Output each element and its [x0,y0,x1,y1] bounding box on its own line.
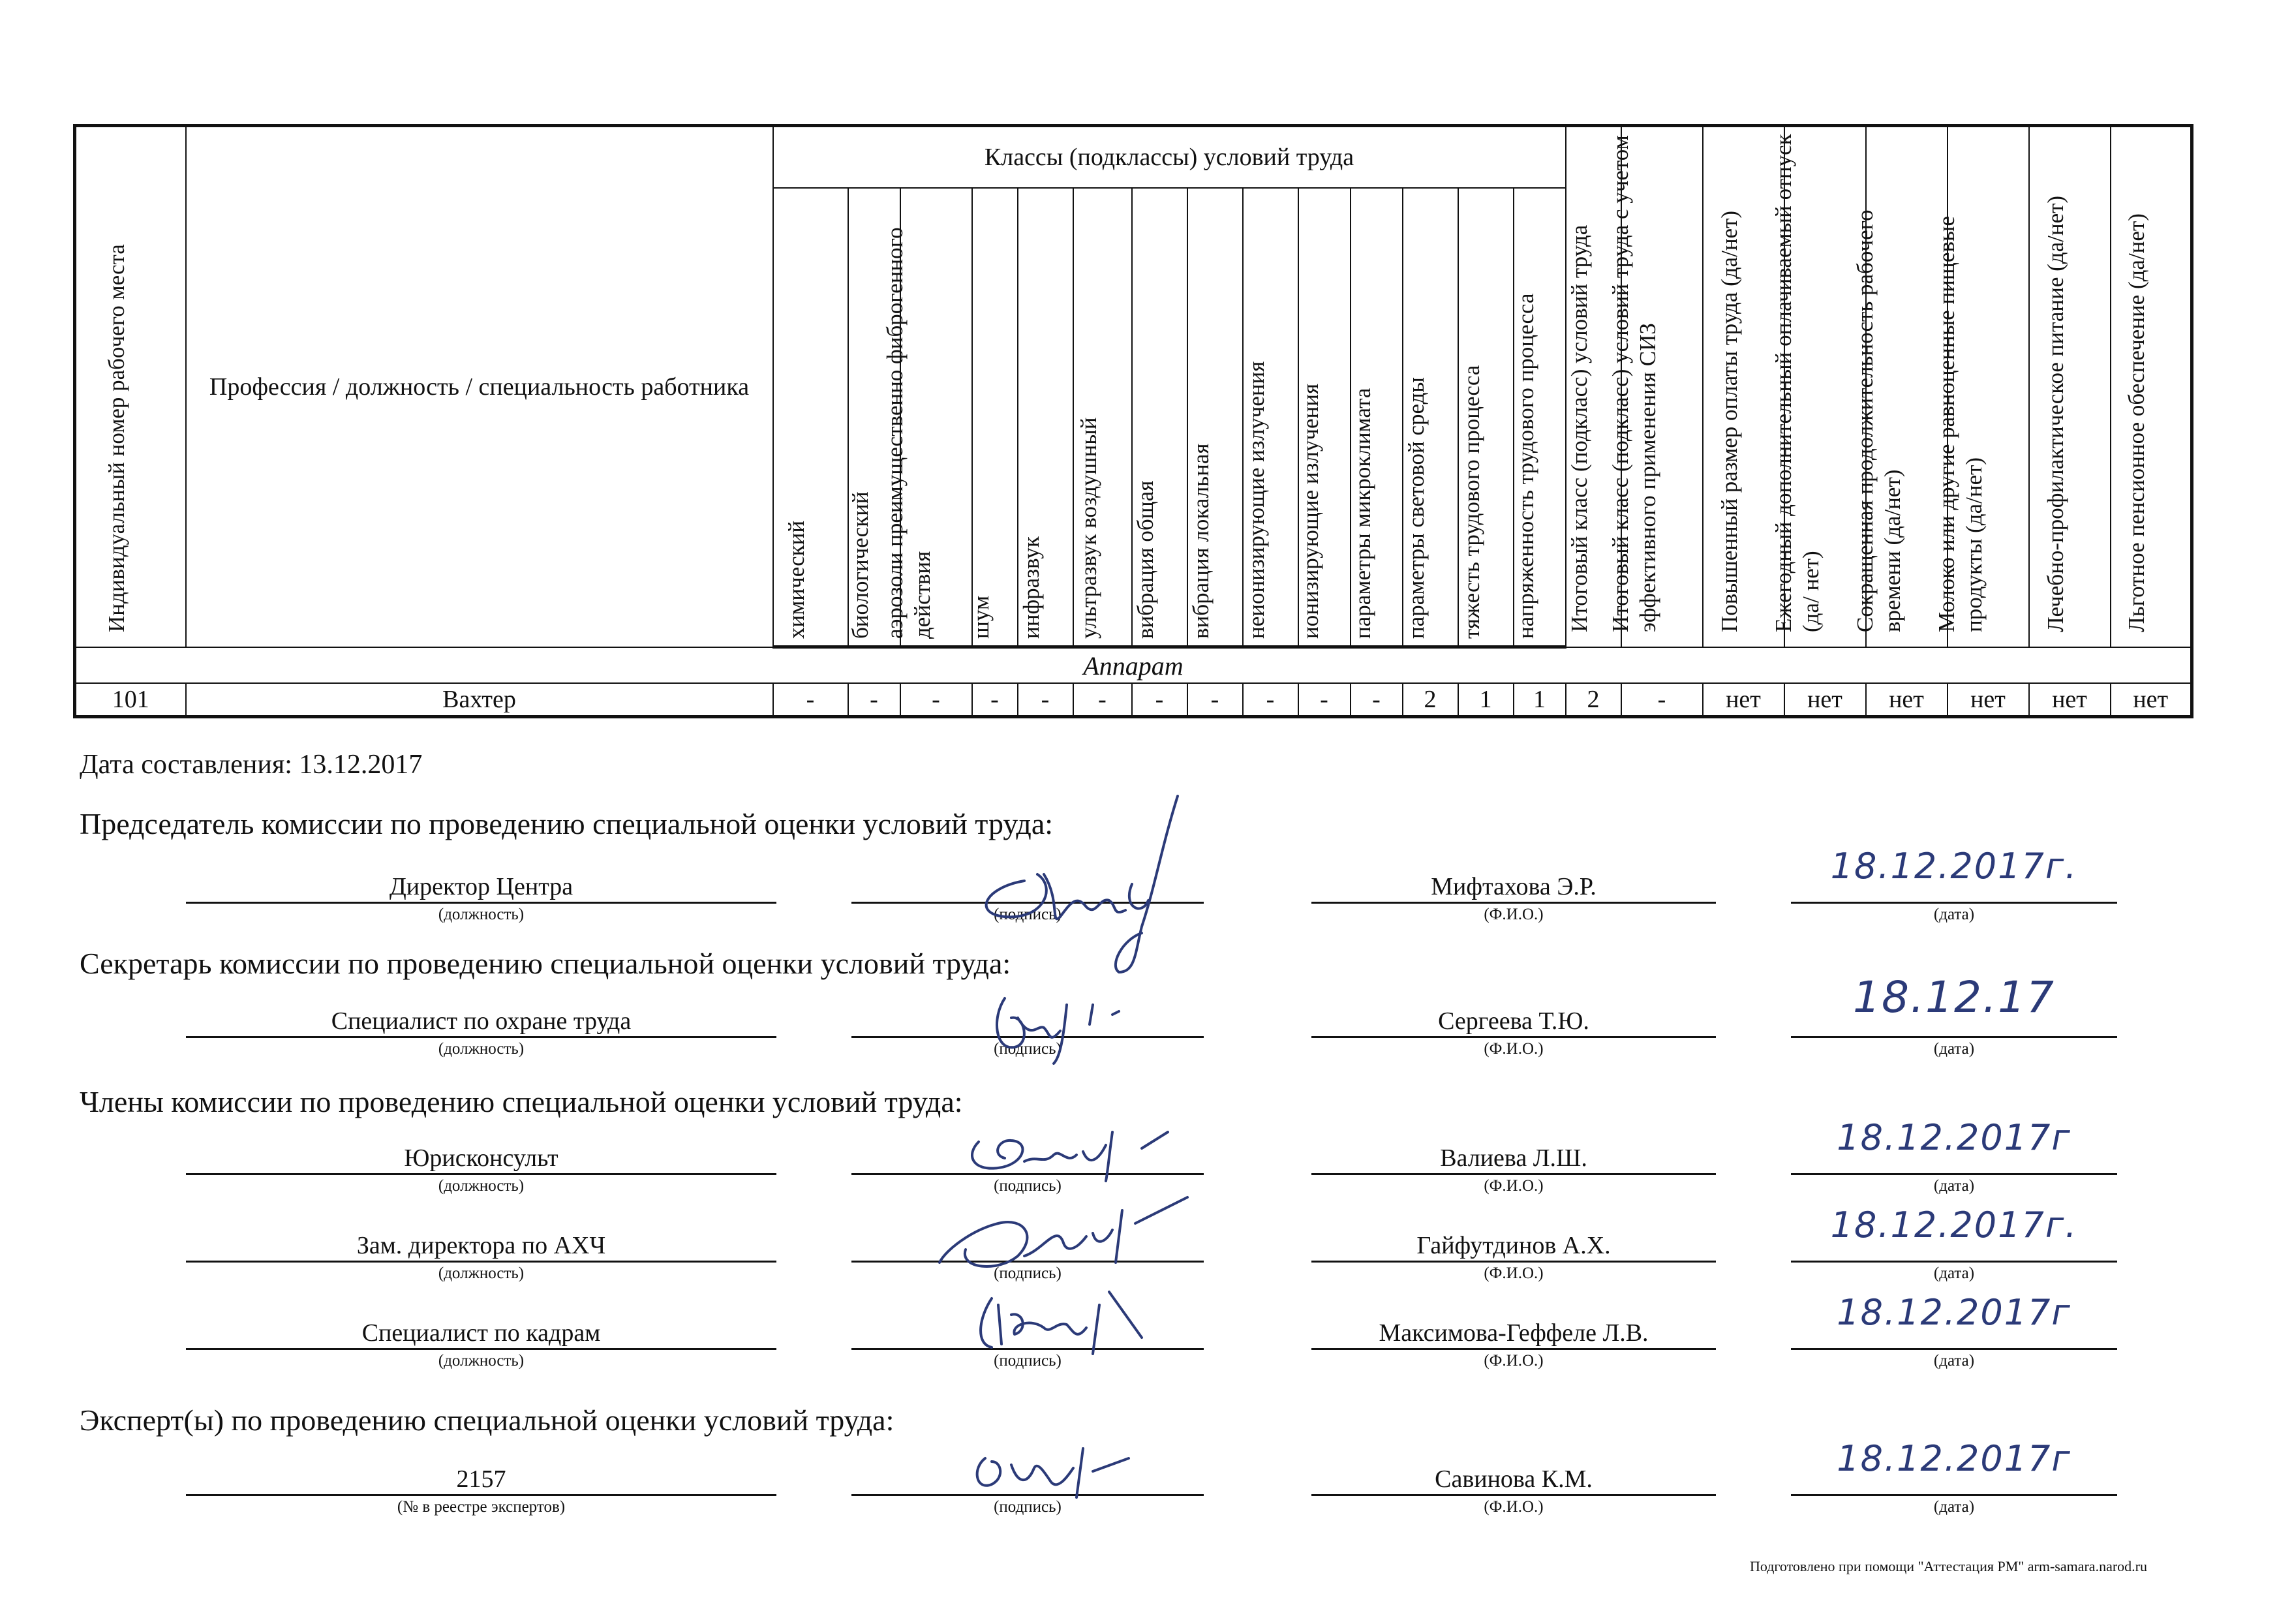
cell-profession: Вахтер [186,683,773,717]
header-factor-0: химический [773,188,848,647]
caption-date: (дата) [1933,1177,1975,1195]
header-factor-9: ионизирующие излучения [1298,188,1351,647]
header-summary-1: Итоговый класс (подкласс) условий труда с учетом эффективного применения СИЗ [1621,126,1703,647]
caption-fio: (Ф.И.О.) [1484,1498,1544,1516]
member-name: Максимова-Геффеле Л.В. [1311,1318,1716,1350]
cell-summary: нет [2111,683,2192,717]
caption-signature: (подпись) [994,1498,1062,1516]
cell-summary: нет [1703,683,1784,717]
cell-factor: - [848,683,900,717]
cell-workplace-id: 101 [75,683,186,717]
chairman-position: Директор Центра [186,872,776,904]
section-title: Аппарат [75,647,2192,684]
secretary-date: 18.12.17 [1853,972,2055,1022]
cell-factor: - [1187,683,1243,717]
header-profession: Профессия / должность / специальность работника [186,126,773,647]
compile-date: Дата составления: 13.12.2017 [80,750,423,780]
cell-factor: - [1018,683,1073,717]
header-factor-10: параметры микроклимата [1351,188,1403,647]
header-class-group: Классы (подклассы) условий труда [773,126,1566,189]
cell-factor: 1 [1514,683,1566,717]
chairman-heading: Председатель комиссии по проведению специальной оценки условий труда: [80,807,1054,840]
caption-signature: (подпись) [994,906,1062,923]
caption-signature: (подпись) [994,1352,1062,1370]
header-factor-4: инфразвук [1018,188,1073,647]
header-summary-5: Молоко или другие равноценные пищевые продукты (да/нет) [1948,126,2029,647]
header-factor-6: вибрация общая [1132,188,1187,647]
caption-position: (должность) [438,1040,525,1058]
header-summary-7: Льготное пенсионное обеспечение (да/нет) [2111,126,2192,647]
chairman-date: 18.12.2017г. [1830,846,2078,887]
caption-date: (дата) [1933,1264,1975,1282]
member-date: 18.12.2017г [1837,1292,2071,1333]
chairman-name: Мифтахова Э.Р. [1311,872,1716,904]
secretary-signature-image [979,979,1148,1077]
caption-fio: (Ф.И.О.) [1484,1352,1544,1370]
caption-position: (должность) [438,906,525,923]
caption-date: (дата) [1933,906,1975,923]
table-row [75,683,2192,717]
member-signature-image [953,1279,1161,1364]
caption-fio: (Ф.И.О.) [1484,1264,1544,1282]
caption-position: (должность) [438,1177,525,1195]
chairman-signature-image [946,776,1220,972]
sout-results-table [73,124,2193,718]
experts-heading: Эксперт(ы) по проведению специальной оценки условий труда: [80,1403,894,1437]
header-factor-7: вибрация локальная [1187,188,1243,647]
header-factor-8: неионизирующие излучения [1243,188,1298,647]
caption-signature: (подпись) [994,1040,1062,1058]
caption-date: (дата) [1933,1498,1975,1516]
cell-summary: 2 [1566,683,1621,717]
cell-factor: - [972,683,1018,717]
expert-name: Савинова К.М. [1311,1464,1716,1496]
header-workplace-id: Индивидуальный номер рабочего места [75,126,186,647]
cell-summary: нет [2029,683,2111,717]
caption-fio: (Ф.И.О.) [1484,906,1544,923]
header-factor-5: ультразвук воздушный [1073,188,1132,647]
expert-date: 18.12.2017г [1837,1438,2071,1479]
header-factor-3: шум [972,188,1018,647]
caption-date: (дата) [1933,1352,1975,1370]
cell-factor: 1 [1458,683,1514,717]
header-summary-3: Ежегодный дополнительный оплачиваемый отпуск (да/ нет) [1784,126,1866,647]
caption-fio: (Ф.И.О.) [1484,1177,1544,1195]
secretary-heading: Секретарь комиссии по проведению специальной оценки условий труда: [80,947,1011,980]
cell-factor: - [1073,683,1132,717]
member-position: Специалист по кадрам [186,1318,776,1350]
header-summary-4: Сокращенная продолжительность рабочего времени (да/нет) [1866,126,1948,647]
cell-summary: нет [1866,683,1948,717]
caption-registry: (№ в реестре экспертов) [397,1498,566,1516]
cell-summary: нет [1948,683,2029,717]
cell-summary: нет [1784,683,1866,717]
caption-signature: (подпись) [994,1177,1062,1195]
member-signature-image [953,1116,1200,1187]
member-position: Юрисконсульт [186,1143,776,1175]
member-name: Валиева Л.Ш. [1311,1143,1716,1175]
header-summary-0: Итоговый класс (подкласс) условий труда [1566,126,1621,647]
header-summary-6: Лечебно-профилактическое питание (да/нет) [2029,126,2111,647]
header-factor-11: параметры световой среды [1403,188,1458,647]
caption-fio: (Ф.И.О.) [1484,1040,1544,1058]
cell-factor: - [1132,683,1187,717]
members-heading: Члены комиссии по проведению специальной оценки условий труда: [80,1085,963,1118]
caption-signature: (подпись) [994,1264,1062,1282]
header-summary-2: Повышенный размер оплаты труда (да/нет) [1703,126,1784,647]
caption-position: (должность) [438,1264,525,1282]
member-date: 18.12.2017г [1837,1117,2071,1158]
cell-summary: - [1621,683,1703,717]
cell-factor: 2 [1403,683,1458,717]
cell-factor: - [900,683,972,717]
member-signature-image [926,1184,1200,1282]
footer-note: Подготовлено при помощи "Аттестация РМ" arm-samara.narod.ru [1749,1558,2147,1574]
member-position: Зам. директора по АХЧ [186,1231,776,1263]
secretary-position: Специалист по охране труда [186,1006,776,1038]
header-factor-12: тяжесть трудового процесса [1458,188,1514,647]
cell-factor: - [1351,683,1403,717]
member-name: Гайфутдинов А.Х. [1311,1231,1716,1263]
header-factor-2: аэрозоли преимущественно фиброгенного действия [900,188,972,647]
header-factor-13: напряженность трудового процесса [1514,188,1566,647]
caption-date: (дата) [1933,1040,1975,1058]
caption-position: (должность) [438,1352,525,1370]
secretary-name: Сергеева Т.Ю. [1311,1006,1716,1038]
expert-registry-number: 2157 [186,1464,776,1496]
cell-factor: - [1298,683,1351,717]
cell-factor: - [1243,683,1298,717]
cell-factor: - [773,683,848,717]
header-factor-1: биологический [848,188,900,647]
member-date: 18.12.2017г. [1830,1204,2078,1246]
expert-signature-image [953,1432,1148,1504]
